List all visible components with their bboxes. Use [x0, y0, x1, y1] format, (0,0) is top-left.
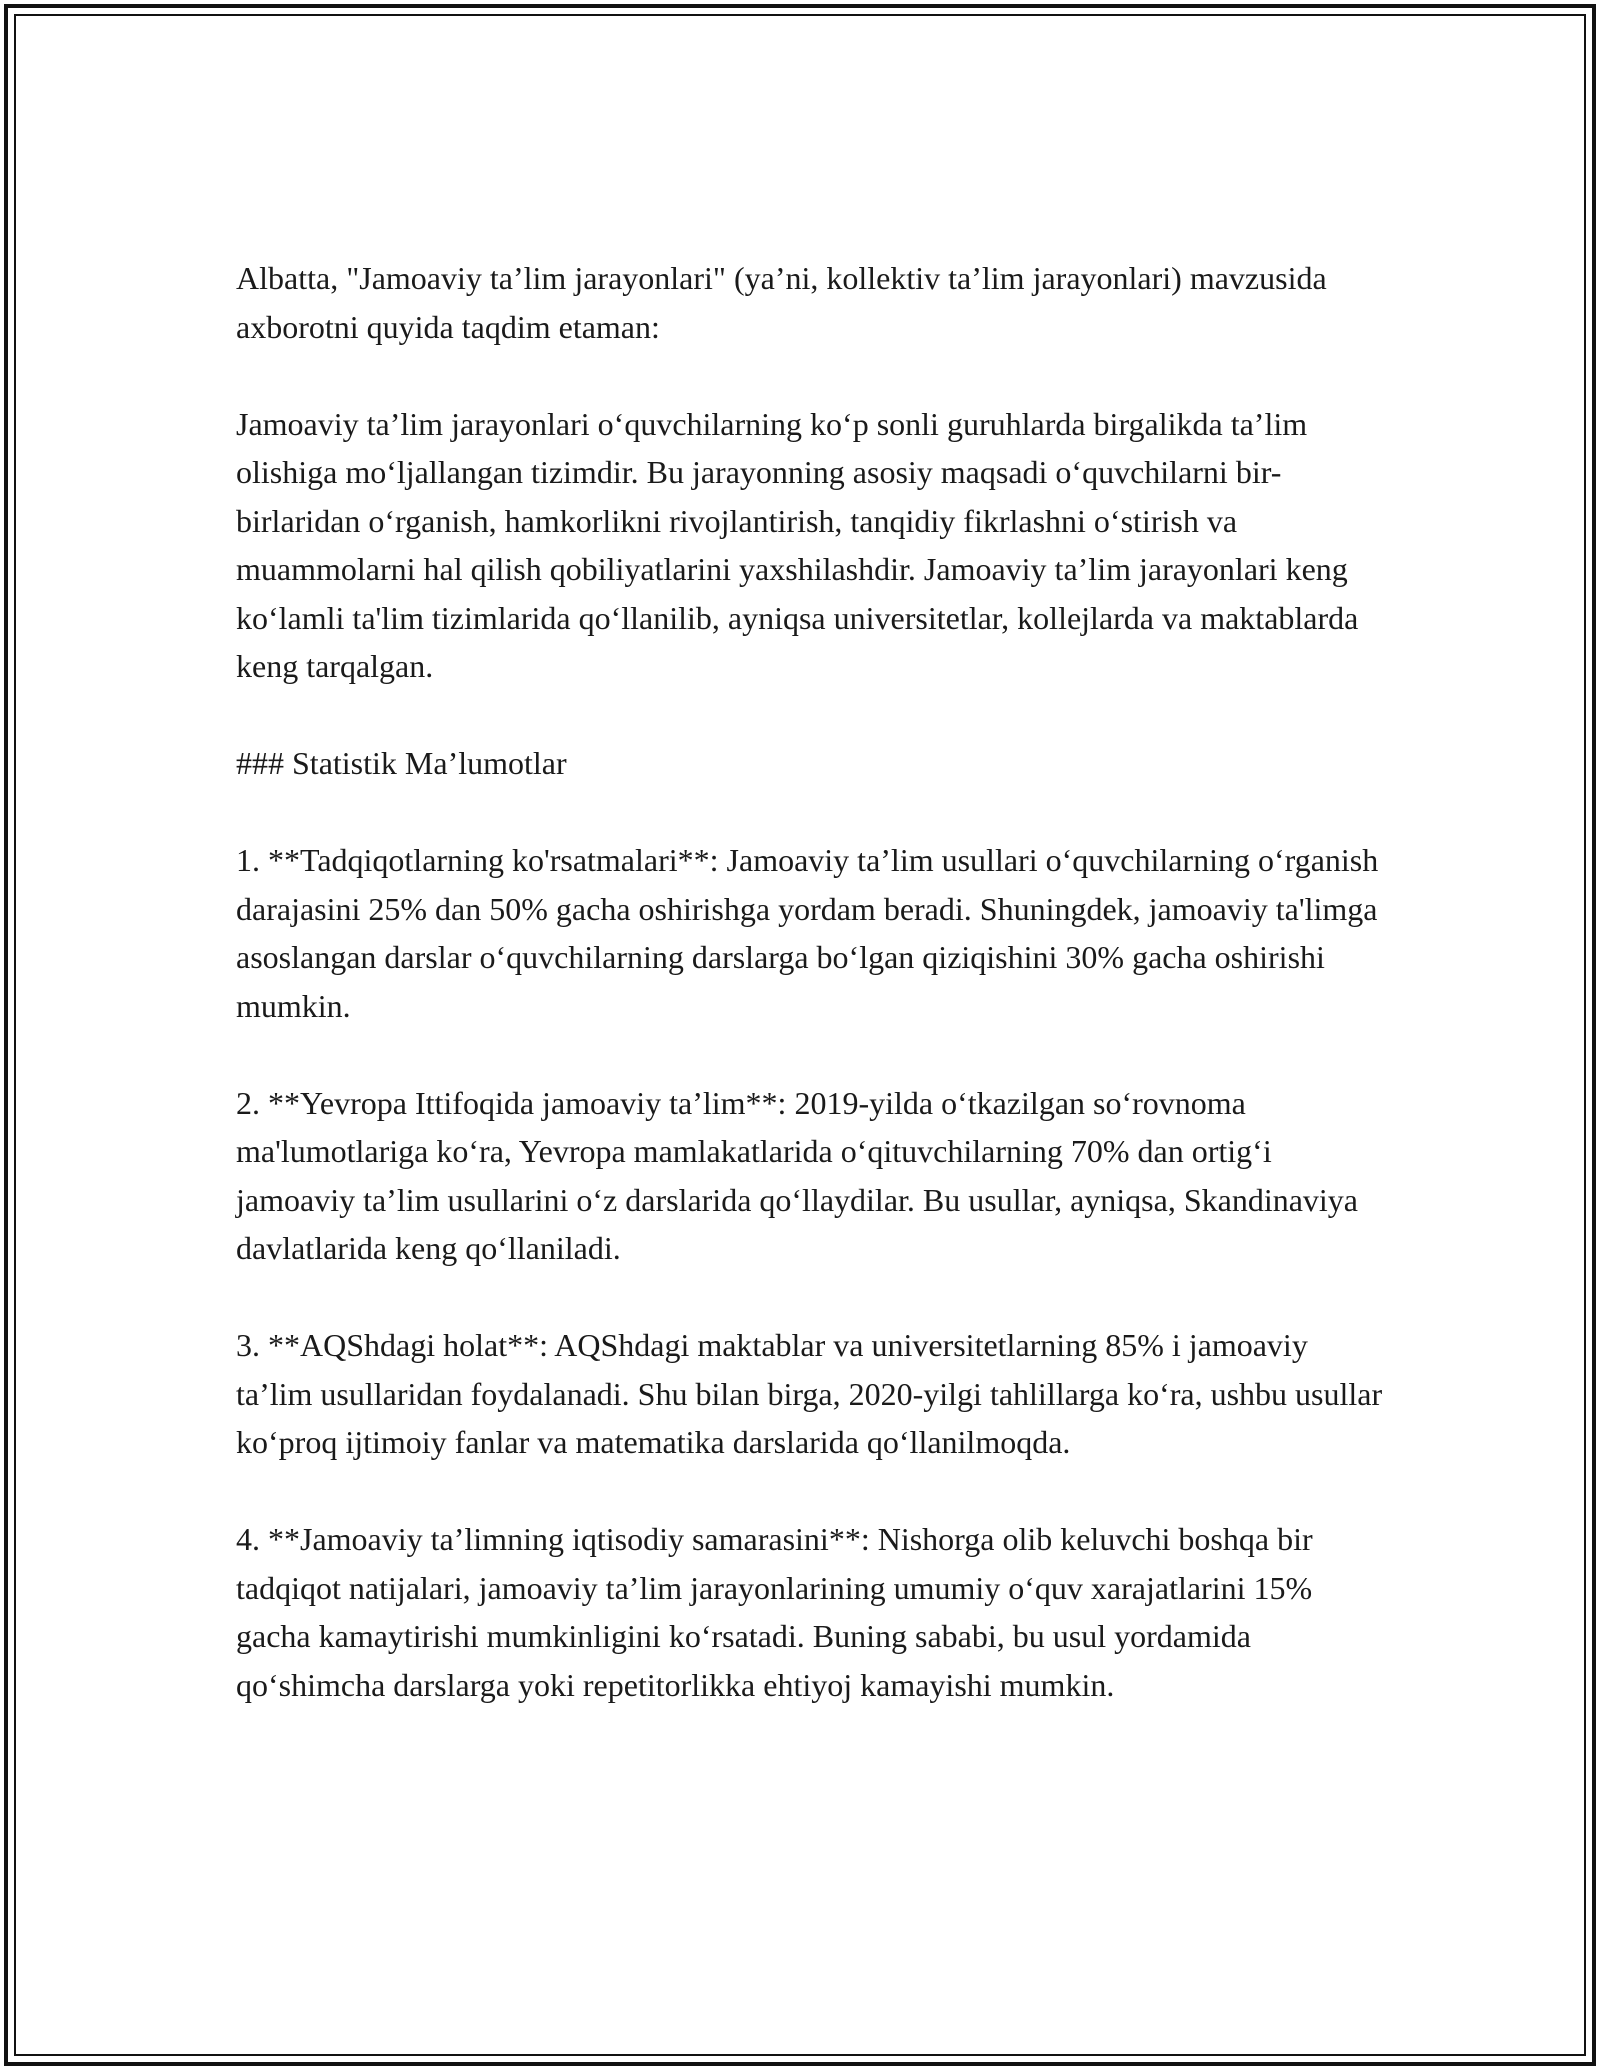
list-item: 3. **AQShdagi holat**: AQShdagi maktablar va universitetlarning 85% i jamoaviy ta’lim usullaridan foydalanadi. Shu bilan birga, 2020-yilgi tahlillarga ko‘ra, ushbu usullar ko‘proq ijtimoiy fanlar va matematika darslarida qo‘llanilmoqda. [236, 1327, 1383, 1460]
list-item: 2. **Yevropa Ittifoqida jamoaviy ta’lim**: 2019-yilda o‘tkazilgan so‘rovnoma ma'lumotlariga ko‘ra, Yevropa mamlakatlarida o‘qituvchilarning 70% dan ortig‘i jamoaviy ta’lim usullarini o‘z darslarida qo‘llaydilar. Bu usullar, ayniqsa, Skandinaviya davlatlarida keng qo‘llaniladi. [236, 1084, 1358, 1266]
intro-paragraph: Albatta, "Jamoaviy ta’lim jarayonlari" (ya’ni, kollektiv ta’lim jarayonlari) mavzusida axborotni quyida taqdim etaman: [236, 260, 1327, 345]
list-item: 4. **Jamoaviy ta’limning iqtisodiy samarasini**: Nishorga olib keluvchi boshqa bir tadqiqot natijalari, jamoaviy ta’lim jarayonlarining umumiy o‘quv xarajatlarini 15% gacha kamaytirishi mumkinligini ko‘rsatadi. Buning sababi, bu usul yordamida qo‘shimcha darslarga yoki repetitorlikka ehtiyoj kamayishi mumkin. [236, 1521, 1313, 1703]
list-item: 1. **Tadqiqotlarning ko'rsatmalari**: Jamoaviy ta’lim usullari o‘quvchilarning o‘rganish darajasini 25% dan 50% gacha oshirishga yordam beradi. Shuningdek, jamoaviy ta'limga asoslangan darslar o‘quvchilarning darslarga bo‘lgan qiziqishini 30% gacha oshirishi mumkin. [236, 842, 1379, 1024]
overview-paragraph: Jamoaviy ta’lim jarayonlari o‘quvchilarning ko‘p sonli guruhlarda birgalikda ta’lim olishiga mo‘ljallangan tizimdir. Bu jarayonning asosiy maqsadi o‘quvchilarni bir-birlaridan o‘rganish, hamkorlikni rivojlantirish, tanqidiy fikrlashni o‘stirish va muammolarni hal qilish qobiliyatlarini yaxshilashdir. Jamoaviy ta’lim jarayonlari keng ko‘lamli ta'lim tizimlarida qo‘llanilib, ayniqsa universitetlar, kollejlarda va maktablarda keng tarqalgan. [236, 405, 1359, 684]
document-body [236, 254, 1386, 1709]
section-heading: ### Statistik Ma’lumotlar [236, 745, 567, 781]
